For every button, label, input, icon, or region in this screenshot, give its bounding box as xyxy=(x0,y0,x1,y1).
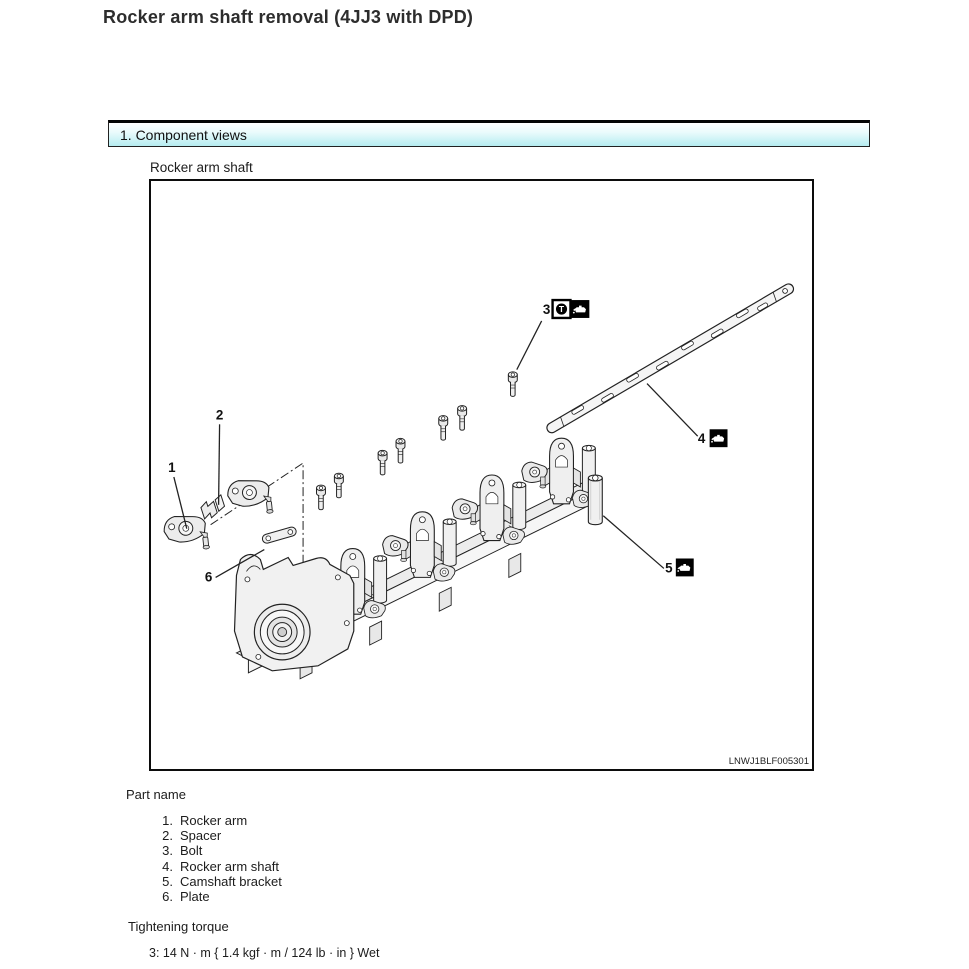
torque-icon xyxy=(553,300,571,318)
part-name-heading: Part name xyxy=(126,787,186,802)
part-row xyxy=(155,859,282,874)
part-label: Rocker arm xyxy=(180,813,248,828)
spacer-part xyxy=(199,495,227,520)
part-row xyxy=(155,828,282,843)
part-number: 1. xyxy=(162,813,173,828)
front-bracket-plate xyxy=(234,555,353,671)
oil-icon xyxy=(571,300,589,318)
callout-2: 2 xyxy=(215,407,224,423)
callout-4: 4 xyxy=(697,431,706,447)
part-row xyxy=(155,874,282,889)
part-label: Rocker arm shaft xyxy=(180,858,279,874)
oil-icon xyxy=(676,558,694,576)
part-row xyxy=(155,889,282,904)
part-label: Spacer xyxy=(180,828,222,844)
oil-icon xyxy=(710,429,728,447)
callout-leaders xyxy=(174,321,698,577)
svg-text:T: T xyxy=(558,304,565,315)
part-number: 6. xyxy=(162,889,173,905)
part-number: 3. xyxy=(162,843,173,859)
part-label: Plate xyxy=(180,889,210,905)
callout-6: 6 xyxy=(204,569,213,585)
plate-part xyxy=(261,526,297,544)
tightening-torque-value: 3: 14 N · m { 1.4 kgf · m / 124 lb · in } Wet xyxy=(149,946,380,960)
section-header-label: 1. Component views xyxy=(120,126,247,143)
section-header xyxy=(108,120,870,147)
part-number: 4. xyxy=(162,858,173,874)
part-row xyxy=(155,843,282,858)
part-number: 2. xyxy=(162,828,173,844)
page-title: Rocker arm shaft removal (4JJ3 with DPD) xyxy=(103,7,474,27)
figure-diagram xyxy=(151,181,812,769)
figure-label: Rocker arm shaft xyxy=(150,160,253,175)
part-label: Camshaft bracket xyxy=(180,873,282,889)
figure-box xyxy=(149,179,814,771)
part-row xyxy=(155,813,282,828)
tightening-torque-heading: Tightening torque xyxy=(128,919,229,934)
callout-3: 3 xyxy=(542,301,551,317)
callout-1: 1 xyxy=(168,460,176,476)
part-number: 5. xyxy=(162,873,173,889)
part-label: Bolt xyxy=(180,843,203,859)
part-name-list xyxy=(155,813,282,904)
figure-code: LNWJ1BLF005301 xyxy=(728,756,809,767)
callout-5: 5 xyxy=(665,560,673,576)
